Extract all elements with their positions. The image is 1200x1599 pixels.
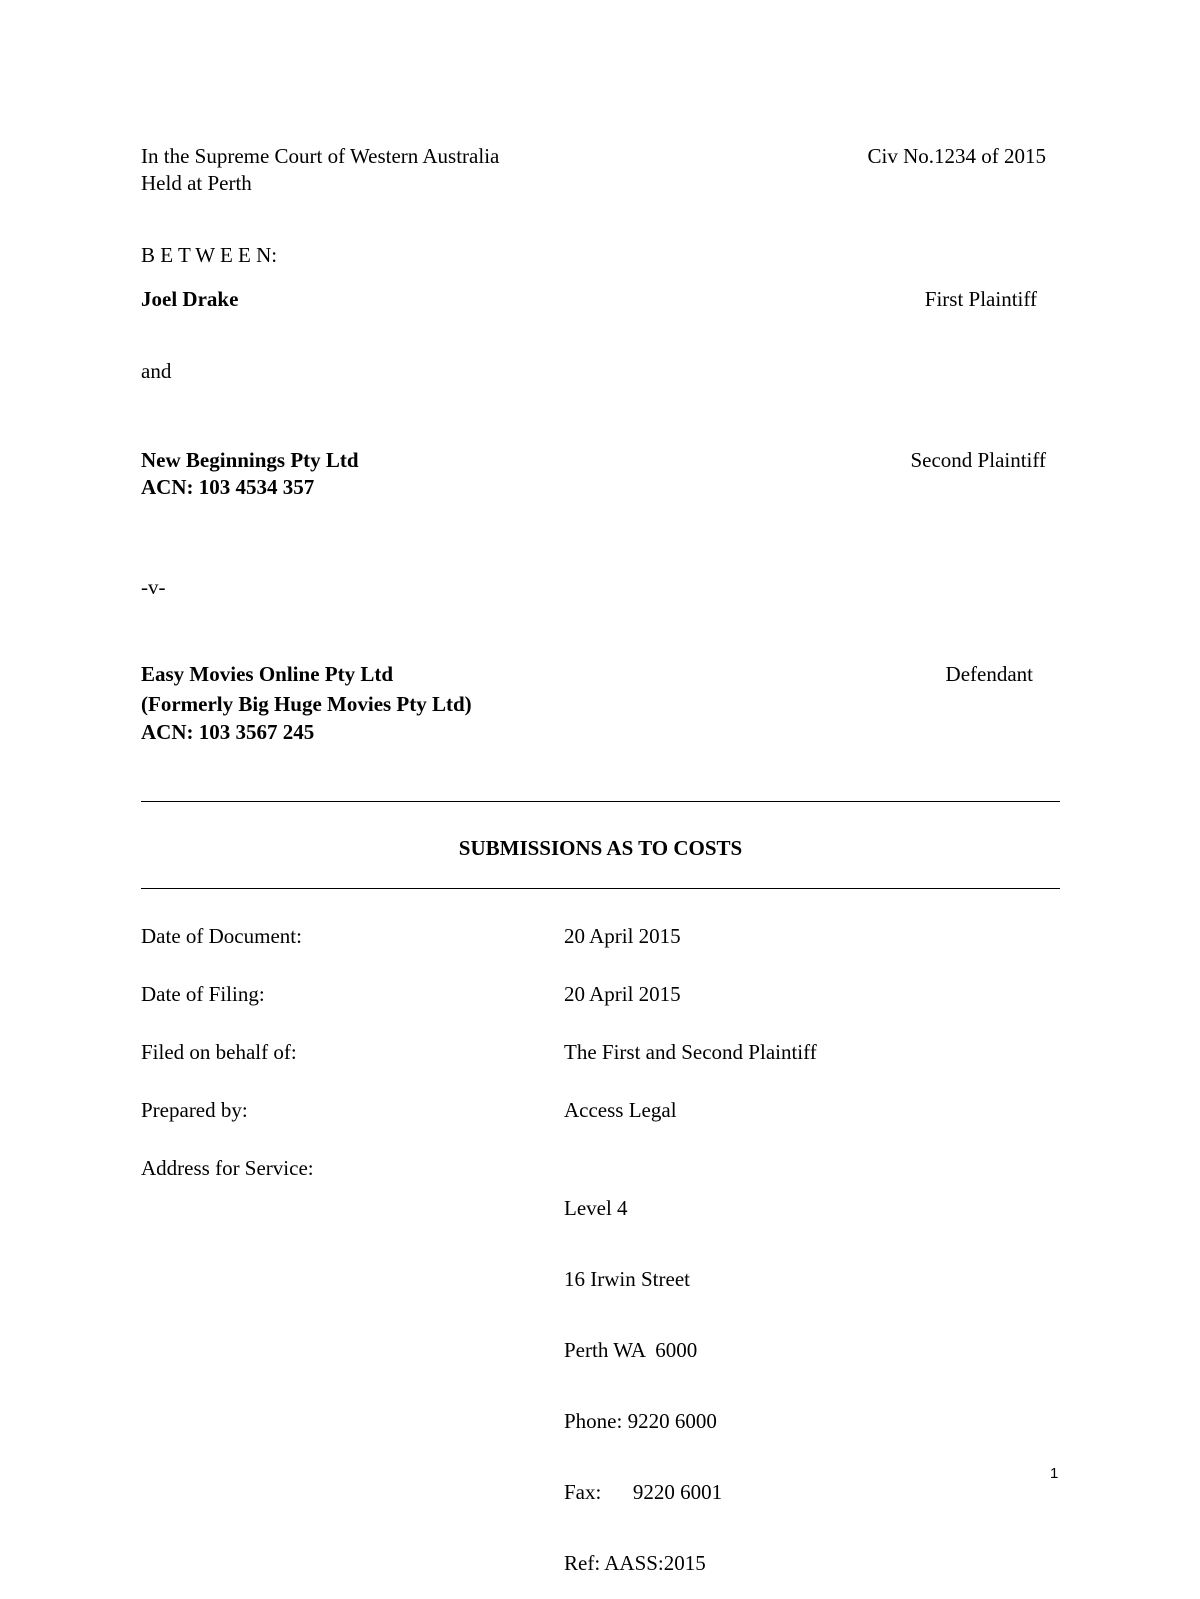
prepared-by-value: Access Legal [564,1098,677,1122]
filed-on-behalf-value: The First and Second Plaintiff [564,1040,817,1064]
second-plaintiff-name: New Beginnings Pty Ltd [141,448,359,472]
page-number: 1 [1050,1465,1059,1482]
defendant-acn: ACN: 103 3567 245 [141,720,315,744]
defendant-name: Easy Movies Online Pty Ltd [141,662,394,686]
and-label: and [141,359,172,383]
court-name: In the Supreme Court of Western Australia [141,144,500,168]
title-bottom-rule [141,888,1060,889]
first-plaintiff-name: Joel Drake [141,287,239,311]
case-number: Civ No.1234 of 2015 [867,144,1046,168]
date-of-filing-label: Date of Filing: [141,982,265,1006]
prepared-by-label: Prepared by: [141,1098,248,1122]
document-title: SUBMISSIONS AS TO COSTS [458,836,743,860]
date-of-document-label: Date of Document: [141,924,302,948]
phone-line: Phone: 9220 6000 [564,1409,717,1433]
date-of-document-value: 20 April 2015 [564,924,681,948]
defendant-role: Defendant [945,662,1033,686]
reference-line: Ref: AASS:2015 [564,1551,706,1575]
address-for-service-block [564,1152,722,1599]
title-top-rule [141,801,1060,802]
address-line: Perth WA 6000 [564,1338,698,1362]
fax-line: Fax: 9220 6001 [564,1480,723,1504]
first-plaintiff-role: First Plaintiff [924,287,1037,311]
second-plaintiff-role: Second Plaintiff [910,448,1046,472]
address-line: 16 Irwin Street [564,1267,690,1291]
address-line: Level 4 [564,1196,628,1220]
between-label: B E T W E E N: [141,243,278,267]
court-location: Held at Perth [141,171,252,195]
versus-label: -v- [141,575,166,599]
filed-on-behalf-label: Filed on behalf of: [141,1040,297,1064]
second-plaintiff-acn: ACN: 103 4534 357 [141,475,315,499]
defendant-former-name: (Formerly Big Huge Movies Pty Ltd) [141,692,472,716]
address-for-service-label: Address for Service: [141,1156,314,1180]
date-of-filing-value: 20 April 2015 [564,982,681,1006]
